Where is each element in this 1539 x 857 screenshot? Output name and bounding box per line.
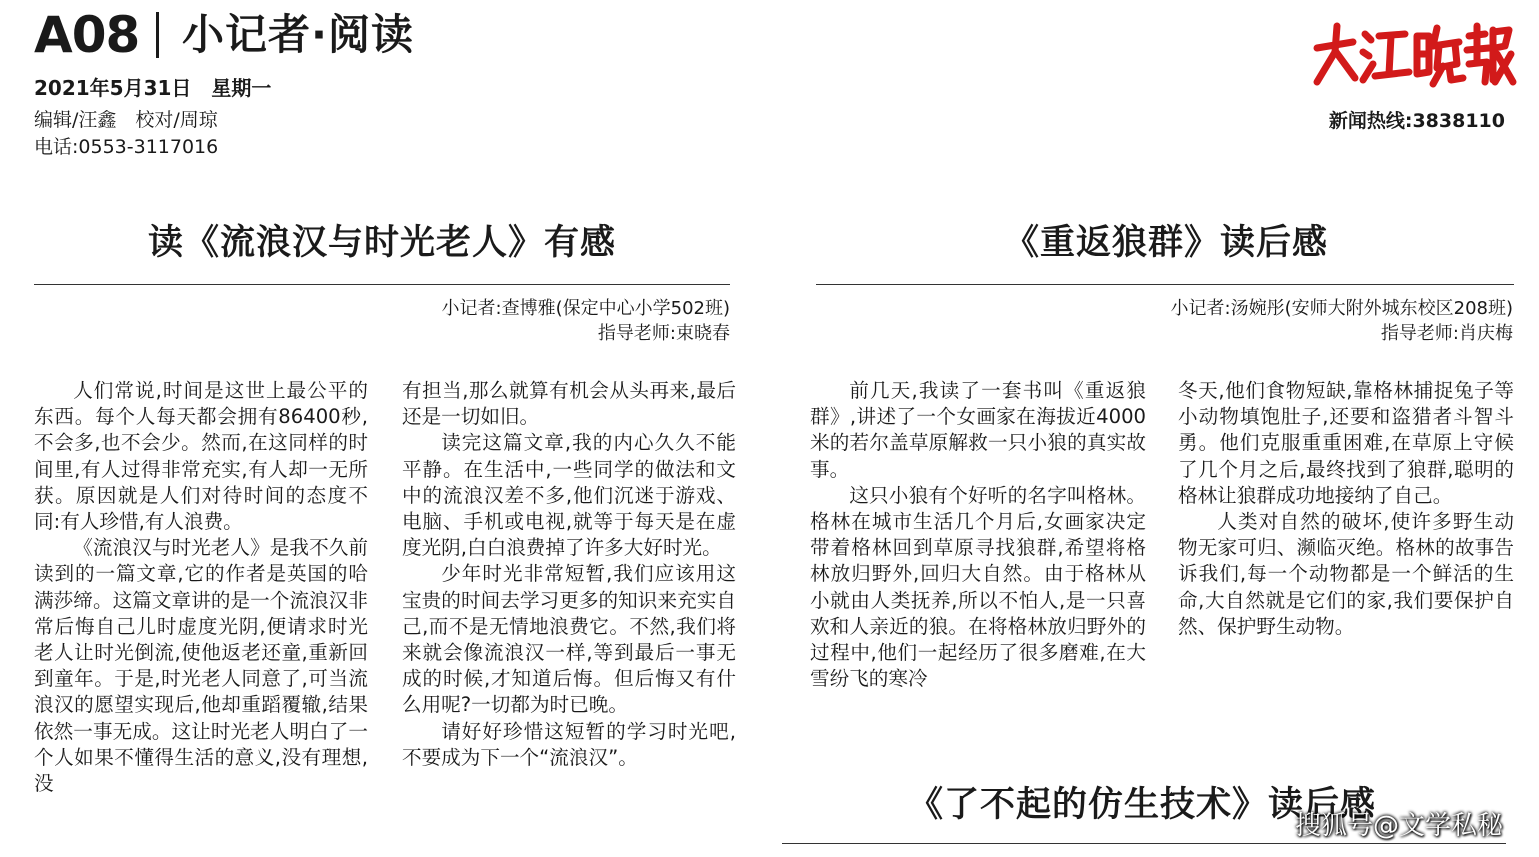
contact-phone: 电话:0553-3117016 bbox=[34, 136, 219, 158]
paragraph: 《流浪汉与时光老人》是我不久前读到的一篇文章,它的作者是英国的哈满莎缔。这篇文章讲的是一个流浪汉非常后悔自己儿时虚度光阴,便请求时光老人让时光倒流,使他返老还童,重新回到童年。于是,时光老人同意了,可当流浪汉的愿望实现后,他却重蹈覆辙,结果依然一事无成。这让时光老人明白了一个人如果不懂得生活的意义,没有理想,没 bbox=[34, 536, 368, 796]
page-number: A08 bbox=[34, 6, 140, 64]
paragraph: 这只小狼有个好听的名字叫格林。格林在城市生活几个月后,女画家决定带着格林回到草原寻找狼群,希望将格林放归野外,回归大自然。由于格林从小就由人类抚养,所以不怕人,是一只喜欢和人亲近的狼。在将格林放归野外的过程中,他们一起经历了很多磨难,在大雪纷飞的寒冷 bbox=[810, 483, 1146, 691]
issue-date: 2021年5月31日 星期一 bbox=[34, 76, 272, 100]
paragraph: 前几天,我读了一套书叫《重返狼群》,讲述了一个女画家在海拔近4000米的若尔盖草原解救一只小狼的真实故事。 bbox=[810, 379, 1146, 481]
article-title-1: 读《流浪汉与时光老人》有感 bbox=[147, 223, 616, 263]
byline-teacher-2: 指导老师:肖庆梅 bbox=[1380, 323, 1513, 344]
paragraph: 人类对自然的破坏,使许多野生动物无家可归、濒临灭绝。格林的故事告诉我们,每一个动物都是一个鲜活的生命,大自然就是它们的家,我们要保护自然、保护野生动物。 bbox=[1178, 510, 1514, 638]
newspaper-logo bbox=[1309, 18, 1519, 90]
paragraph-continued: 冬天,他们食物短缺,靠格林捕捉兔子等小动物填饱肚子,还要和盗猎者斗智斗勇。他们克服重重困难,在草原上守候了几个月之后,最终找到了狼群,聪明的格林让狼群成功地接纳了自己。 bbox=[1178, 379, 1514, 507]
byline-reporter-1: 小记者:查博雅(保定中心小学502班) bbox=[441, 298, 730, 319]
watermark: 搜狐号@文学私秘 bbox=[1294, 811, 1503, 841]
article-title-3: 《了不起的仿生技术》读后感 bbox=[908, 785, 1377, 825]
article-1-column-2 bbox=[402, 378, 736, 771]
paragraph: 读完这篇文章,我的内心久久不能平静。在生活中,一些同学的做法和文中的流浪汉差不多,他们沉迷于游戏、电脑、手机或电视,就等于每天是在虚度光阴,白白浪费掉了许多大好时光。 bbox=[402, 431, 736, 560]
paragraph: 请好好珍惜这短暂的学习时光吧,不要成为下一个“流浪汉”。 bbox=[402, 719, 736, 769]
article-title-2: 《重返狼群》读后感 bbox=[1003, 223, 1328, 263]
paragraph-continued: 有担当,那么就算有机会从头再来,最后还是一切如旧。 bbox=[402, 379, 736, 429]
editor-credits: 编辑/汪鑫 校对/周琼 bbox=[34, 109, 218, 131]
title-rule-2 bbox=[816, 284, 1514, 285]
title-rule-1 bbox=[34, 284, 730, 285]
news-hotline: 新闻热线:3838110 bbox=[1328, 110, 1505, 132]
paragraph: 少年时光非常短暂,我们应该用这宝贵的时间去学习更多的知识来充实自己,而不是无情地浪费它。不然,我们将来就会像流浪汉一样,等到最后一事无成的时候,才知道后悔。但后悔又有什么用呢?一切都为时已晚。 bbox=[402, 562, 736, 717]
article-2-column-2 bbox=[1178, 378, 1514, 640]
byline-reporter-2: 小记者:汤婉彤(安师大附外城东校区208班) bbox=[1170, 298, 1513, 319]
article-1-column-1 bbox=[34, 378, 368, 797]
header-divider bbox=[156, 12, 159, 58]
section-title: 小记者·阅读 bbox=[182, 10, 414, 59]
article-2-column-1 bbox=[810, 378, 1146, 692]
paragraph: 人们常说,时间是这世上最公平的东西。每个人每天都会拥有86400秒,不会多,也不会少。然而,在这同样的时间里,有人过得非常充实,有人却一无所获。原因就是人们对待时间的态度不同:有人珍惜,有人浪费。 bbox=[34, 379, 368, 534]
byline-teacher-1: 指导老师:束晓春 bbox=[597, 323, 730, 344]
